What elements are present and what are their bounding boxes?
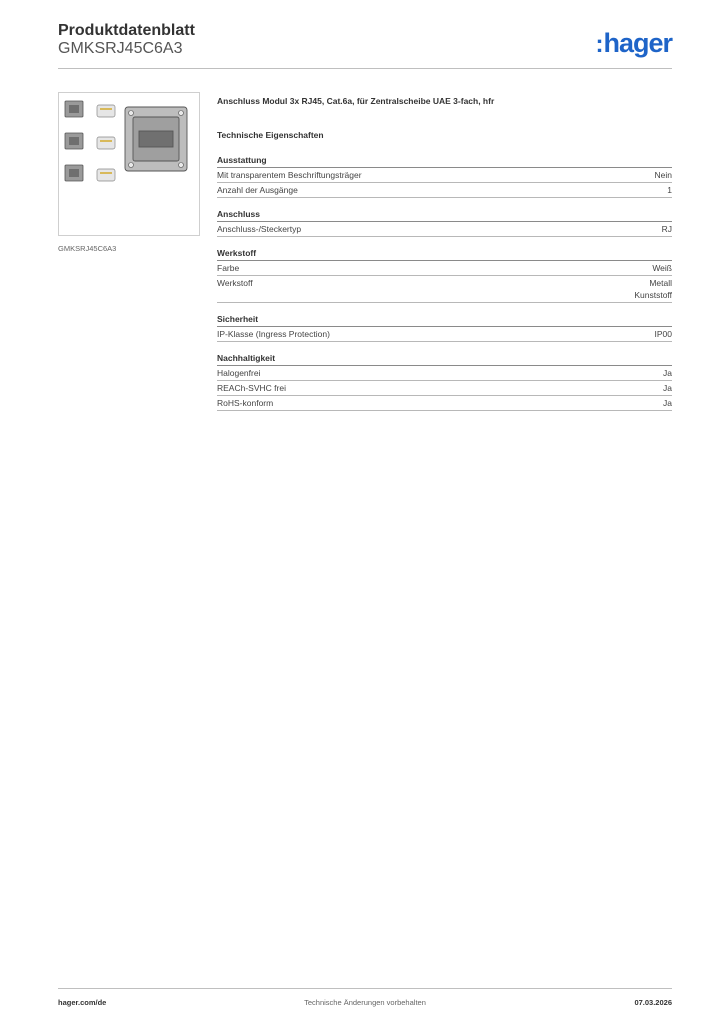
section-anschluss xyxy=(217,208,672,237)
section-ausstattung xyxy=(217,154,672,198)
property-value-line: Ja xyxy=(663,398,672,408)
section-werkstoff xyxy=(217,247,672,303)
property-value xyxy=(663,367,672,379)
product-details xyxy=(217,96,672,411)
property-value-line: Metall xyxy=(649,278,672,288)
property-row xyxy=(217,183,672,198)
property-value xyxy=(662,223,672,235)
page-header xyxy=(58,22,672,70)
section-title: Anschluss xyxy=(217,208,672,222)
property-value xyxy=(634,277,672,301)
property-row xyxy=(217,222,672,237)
footer-notice: Technische Änderungen vorbehalten xyxy=(304,998,426,1007)
property-label: RoHS-konform xyxy=(217,398,274,408)
property-value-line: Kunststoff xyxy=(634,290,672,300)
image-caption: GMKSRJ45C6A3 xyxy=(58,244,117,253)
property-value-line: RJ xyxy=(661,224,672,234)
property-row xyxy=(217,261,672,276)
property-label: Farbe xyxy=(217,263,240,273)
product-illustration xyxy=(59,93,199,235)
property-value-line: 1 xyxy=(667,185,672,195)
section-sicherheit xyxy=(217,313,672,342)
technical-properties-heading: Technische Eigenschaften xyxy=(217,130,324,140)
logo-text: hager xyxy=(603,28,672,58)
property-value xyxy=(652,262,672,274)
property-row xyxy=(217,276,672,303)
property-value-line: Ja xyxy=(663,383,672,393)
footer-date: 07.03.2026 xyxy=(634,998,672,1007)
property-value-line: Nein xyxy=(654,170,672,180)
property-value xyxy=(655,169,672,181)
footer-divider xyxy=(58,988,672,989)
property-label: Anschluss-/Steckertyp xyxy=(217,224,302,234)
property-label: Halogenfrei xyxy=(217,368,261,378)
product-code: GMKSRJ45C6A3 xyxy=(58,40,183,57)
property-label: Mit transparentem Beschriftungsträger xyxy=(217,170,362,180)
property-label: Anzahl der Ausgänge xyxy=(217,185,298,195)
hager-logo[interactable]: :hager xyxy=(595,28,672,58)
property-value-line: IP00 xyxy=(654,329,672,339)
section-title: Werkstoff xyxy=(217,247,672,261)
section-title: Sicherheit xyxy=(217,313,672,327)
footer-website-link[interactable]: hager.com/de xyxy=(58,998,107,1007)
property-row xyxy=(217,327,672,342)
property-label: REACh-SVHC frei xyxy=(217,383,286,393)
header-divider xyxy=(58,68,672,69)
property-value-line: Ja xyxy=(663,368,672,378)
property-value-line: Weiß xyxy=(652,263,672,273)
property-value xyxy=(663,382,672,394)
property-label: Werkstoff xyxy=(217,278,253,288)
product-description: Anschluss Modul 3x RJ45, Cat.6a, für Zentralscheibe UAE 3-fach, hfr xyxy=(217,96,495,106)
section-title: Ausstattung xyxy=(217,154,672,168)
property-label: IP-Klasse (Ingress Protection) xyxy=(217,329,330,339)
property-row xyxy=(217,168,672,183)
property-row xyxy=(217,366,672,381)
document-title: Produktdatenblatt xyxy=(58,22,195,39)
property-value xyxy=(667,184,672,196)
property-sections xyxy=(217,154,672,411)
product-image xyxy=(58,92,200,236)
property-value xyxy=(663,397,672,409)
property-row xyxy=(217,396,672,411)
section-nachhaltigkeit xyxy=(217,352,672,411)
property-value xyxy=(655,328,673,340)
property-row xyxy=(217,381,672,396)
section-title: Nachhaltigkeit xyxy=(217,352,672,366)
